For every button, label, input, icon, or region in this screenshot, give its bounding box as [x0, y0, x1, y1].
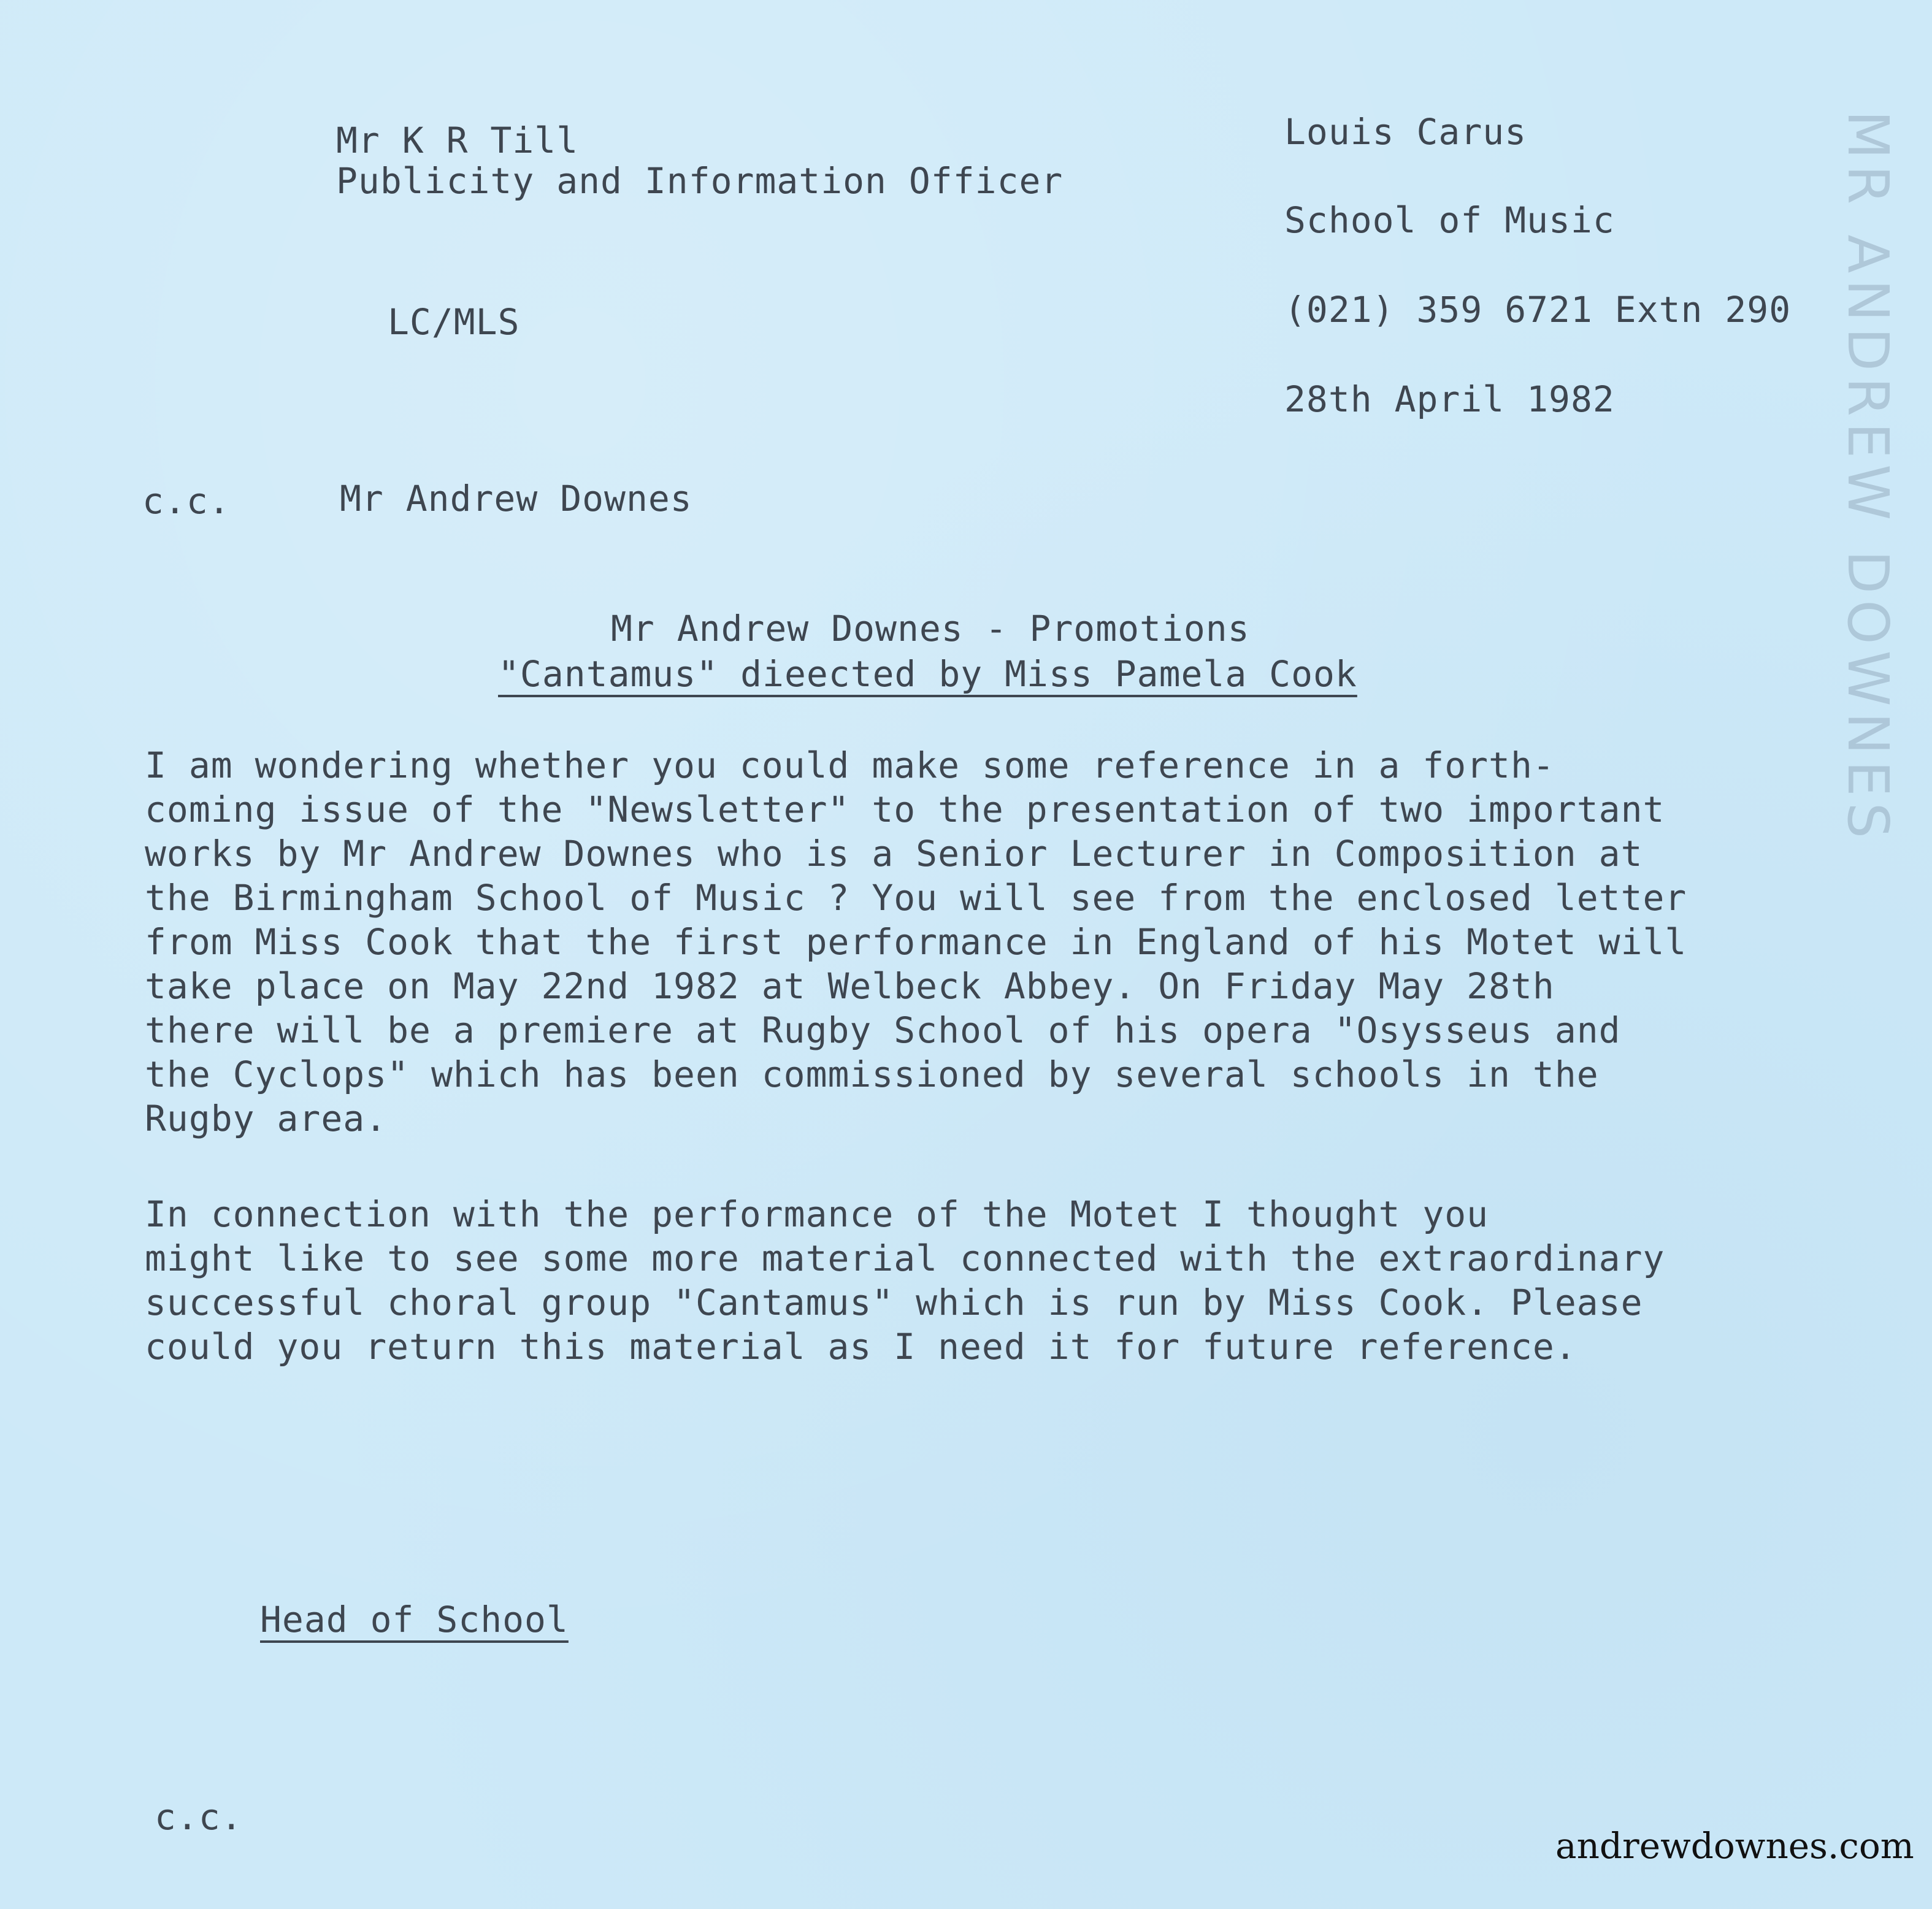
recipient-name: Mr K R Till: [336, 120, 579, 161]
signature-title: Head of School: [260, 1599, 569, 1640]
body-paragraph-2: In connection with the performance of the Motet I thought you might like to see some more material connected with the extraordinary successful choral group "Cantamus" which is run by Miss Cook. Please could you return this material as I need it for future reference.: [145, 1193, 1665, 1368]
sender-department: School of Music: [1284, 199, 1615, 241]
letter-date: 28th April 1982: [1284, 378, 1615, 420]
body-paragraph-1: I am wondering whether you could make some reference in a forth- coming issue of the "Newsletter" to the presentation of two important works by Mr Andrew Downes who is a Senior Lecturer in Composition at the Birmingham School of Music ? You will see from the enclosed letter from Miss Cook that the first performance in England of his Motet will take place on May 22nd 1982 at Welbeck Abbey. On Friday May 28th there will be a premiere at Rugby School of his opera "Osysseus and the Cyclops" which has been commissioned by several schools in the Rugby area.: [145, 744, 1687, 1139]
cc-bottom-label: c.c.: [155, 1796, 243, 1838]
watermark: andrewdownes.com: [1555, 1825, 1914, 1867]
sender-name: Louis Carus: [1284, 111, 1527, 153]
subject-line-2: "Cantamus" dieected by Miss Pamela Cook: [498, 653, 1357, 695]
reference-code: LC/MLS: [388, 301, 520, 343]
recipient-title: Publicity and Information Officer: [336, 160, 1064, 202]
cc-name: Mr Andrew Downes: [340, 478, 692, 519]
sender-phone: (021) 359 6721 Extn 290: [1284, 289, 1792, 331]
handwritten-annotation: MR ANDREW DOWNES: [1835, 110, 1901, 844]
cc-label: c.c.: [142, 480, 231, 522]
subject-line-1: Mr Andrew Downes - Promotions: [611, 608, 1250, 649]
